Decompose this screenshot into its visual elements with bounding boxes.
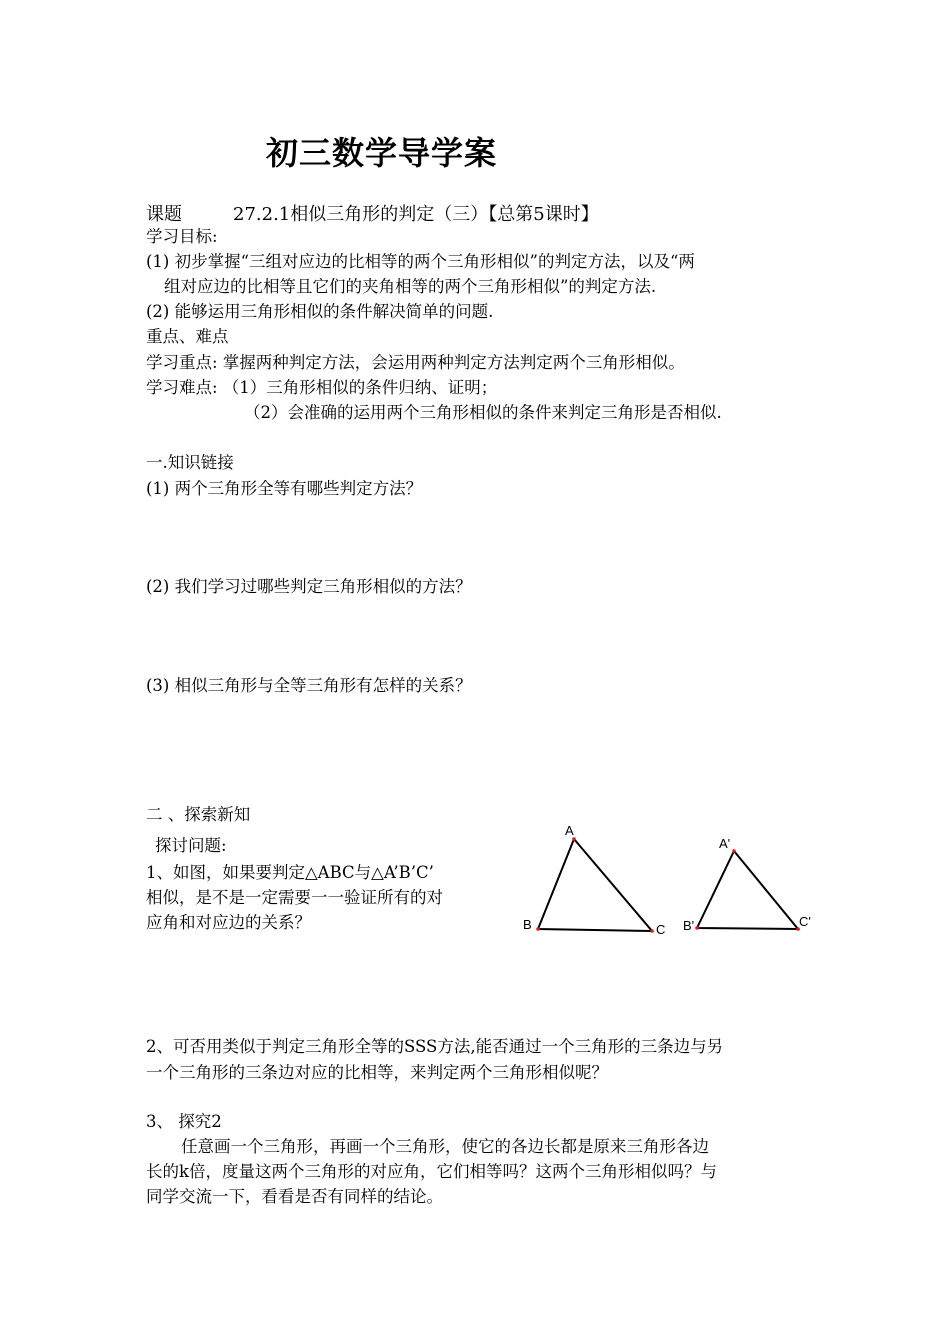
objectives-heading: 学习目标: xyxy=(146,227,218,246)
label-c: C xyxy=(656,922,666,937)
point-c xyxy=(650,929,654,933)
triangle-abc-outline xyxy=(538,839,652,931)
triangle-abc xyxy=(523,823,665,937)
label-b2: B' xyxy=(683,918,695,933)
point-b xyxy=(536,927,540,931)
label-a: A xyxy=(565,823,574,838)
key-points-heading: 重点、难点 xyxy=(146,327,229,346)
label-a2: A' xyxy=(719,836,731,851)
problem-3-line-2: 长的k倍，度量这两个三角形的对应角，它们相等吗？这两个三角形相似吗？与 xyxy=(146,1162,717,1181)
question-2: (2) 我们学习过哪些判定三角形相似的方法？ xyxy=(146,577,472,596)
problem-1-line-2: 相似，是不是一定需要一一验证所有的对 xyxy=(146,888,443,907)
discuss-label: 探讨问题: xyxy=(155,836,227,855)
objective-2: (2) 能够运用三角形相似的条件解决简单的问题. xyxy=(146,302,494,321)
similar-triangles-figure xyxy=(510,815,830,950)
section-knowledge-link-heading: 一.知识链接 xyxy=(146,453,234,472)
learning-difficulty-1: 学习难点: （1）三角形相似的条件归纳、证明； xyxy=(146,378,498,397)
problem-3-line-1: 任意画一个三角形，再画一个三角形，使它的各边长都是原来三角形各边 xyxy=(181,1137,709,1156)
point-a2 xyxy=(732,849,736,853)
problem-1-line-3: 应角和对应边的关系？ xyxy=(146,913,311,932)
triangle-a2b2c2 xyxy=(683,836,811,933)
topic-label: 课题 xyxy=(146,204,182,225)
learning-difficulty-2: （2）会准确的运用两个三角形相似的条件来判定三角形是否相似. xyxy=(244,403,722,422)
problem-3-line-3: 同学交流一下，看看是否有同样的结论。 xyxy=(146,1187,443,1206)
objective-1-line-1: (1) 初步掌握“三组对应边的比相等的两个三角形相似”的判定方法，以及“两 xyxy=(146,252,695,271)
page-title: 初三数学导学案 xyxy=(266,134,498,172)
problem-2-line-1: 2、可否用类似于判定三角形全等的SSS方法,能否通过一个三角形的三条边与另 xyxy=(146,1037,724,1056)
section-explore-heading: 二 、探索新知 xyxy=(146,805,251,824)
topic-text: 27.2.1相似三角形的判定（三）【总第5课时】 xyxy=(233,204,599,225)
problem-1-line-1: 1、如图，如果要判定△ABC与△A’B’C’ xyxy=(146,863,434,882)
problem-2-line-2: 一个三角形的三条边对应的比相等，来判定两个三角形相似呢？ xyxy=(146,1063,608,1082)
point-b2 xyxy=(695,926,699,930)
label-c2: C' xyxy=(799,914,811,929)
triangle-a2b2c2-outline xyxy=(697,851,798,929)
objective-1-line-2: 组对应边的比相等且它们的夹角相等的两个三角形相似”的判定方法. xyxy=(164,277,657,296)
question-3: (3) 相似三角形与全等三角形有怎样的关系？ xyxy=(146,676,472,695)
question-1: (1) 两个三角形全等有哪些判定方法？ xyxy=(146,479,423,498)
label-b: B xyxy=(523,917,532,932)
learning-focus: 学习重点: 掌握两种判定方法，会运用两种判定方法判定两个三角形相似。 xyxy=(146,353,685,372)
problem-3-heading: 3、 探究2 xyxy=(146,1112,222,1131)
